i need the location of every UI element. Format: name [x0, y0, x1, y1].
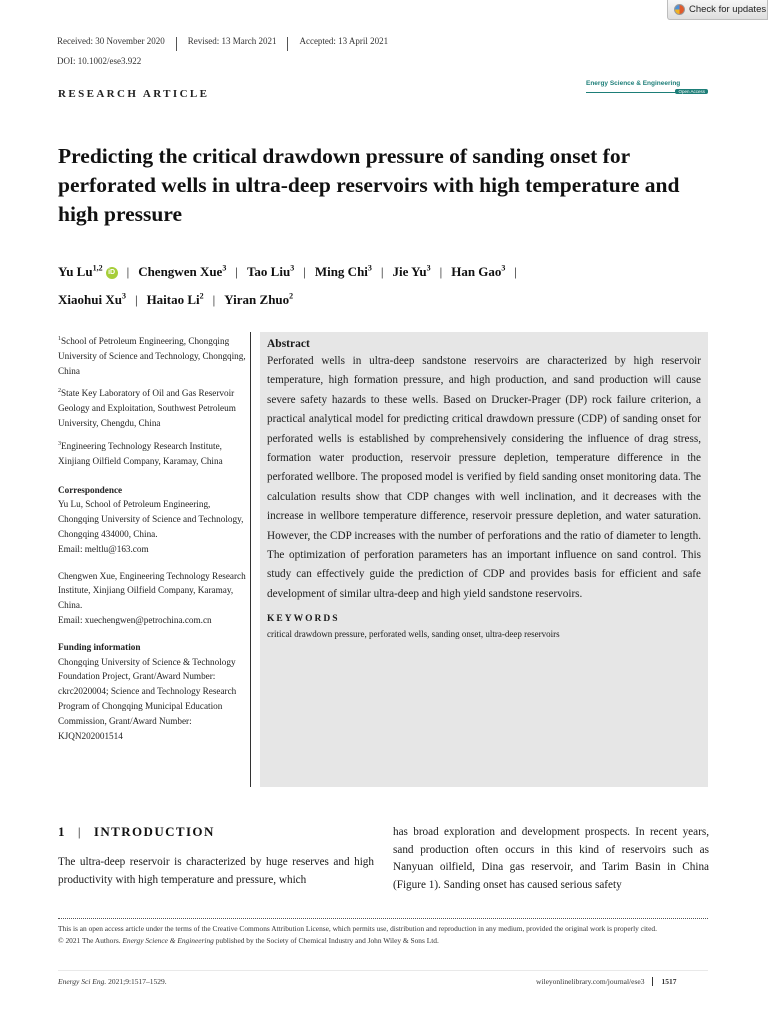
footnote-divider: [58, 918, 708, 919]
article-info-column: [58, 332, 248, 743]
section-heading: 1 | INTRODUCTION: [58, 824, 215, 839]
affiliation: $^3$Engineering Technology Research Institute, Xinjiang Oilfield Company, Karamay, China: [58, 440, 223, 466]
correspondence-entry: Yu Lu, School of Petroleum Engineering, Chongqing University of Science and Technology, Chongqing 434000, China.: [58, 499, 244, 539]
footer-citation: Energy Sci Eng. 2021;9:1517–1529.: [58, 977, 167, 986]
journal-logo-rule: [586, 92, 678, 93]
orcid-icon[interactable]: iD: [106, 267, 118, 279]
abstract-body: Perforated wells in ultra-deep sandstone reservoirs are characterized by high reservoir temperature, high formation pressure, and high production, and sand production will cause severe safety hazards to these wells. Based on Drucker-Prager (DP) rock failure criterion, a practical analytical model for predicting critical drawdown pressure (CDP) of sanding onset for perforated wells is established by comprehensively considering the influence of drag stress, formation water production, reservoir pressure depletion, temperature difference in the perforated wellbore. The proposed model is verified by field sanding onset monitoring data. The calculation results show that CDP changes with well inclination, and it decreases with the increase in wellbore temperature difference, reservoir pressure depletion, and water saturation. However, the CDP increases with the number of perforations and the ratio of diameter to length. The optimization of perforation parameters has an important influence on sand control. This study can effectively guide the prediction of CDP and provides basis for efficient and safe development of similar ultra-deep and high yield sandstone reservoirs.: [267, 355, 701, 600]
author[interactable]: Tao Liu$^3$: [246, 264, 295, 280]
author[interactable]: Xiaohui Xu$^3$: [58, 291, 126, 307]
crossmark-icon: [674, 4, 685, 15]
doi[interactable]: DOI: 10.1002/ese3.922: [57, 56, 142, 66]
keywords-list: critical drawdown pressure, perforated wells, sanding onset, ultra-deep reservoirs: [267, 629, 560, 640]
keywords-heading: KEYWORDS: [267, 614, 340, 625]
funding-heading: Funding information: [58, 641, 141, 652]
footer-right: [536, 977, 676, 986]
body-column-left: [58, 824, 374, 889]
check-updates-label: Check for updates: [689, 4, 767, 15]
correspondence-heading: Correspondence: [58, 484, 123, 495]
license-notice: [58, 923, 710, 947]
copyright-line: © 2021 The Authors. Energy Science & Engineering published by the Society of Chemical Industry and John Wiley & Sons Ltd.: [58, 936, 439, 945]
body-paragraph: has broad exploration and development prospects. In recent years, sand production often occurs in this kind of reservoirs such as Nanyuan oilfield, Dina gas reservoir, and Tarim Basin in China (Figure 1). Sanding onset has caused serious safety: [393, 826, 709, 891]
correspondence-email[interactable]: Email: meltlu@163.com: [58, 543, 149, 554]
footer-rule: [58, 970, 708, 971]
affiliation: $^1$School of Petroleum Engineering, Chongqing University of Science and Technology, Chongqing, China: [58, 336, 246, 376]
author[interactable]: Jie Yu$^3$: [392, 264, 431, 280]
author[interactable]: Ming Chi$^3$: [314, 264, 372, 280]
author-list: Yu Lu$^{1,2}$ iD | Chengwen Xue$^3$ | Tao Liu$^3$ | Ming Chi$^3$ | Jie Yu$^3$ | Han Gao$^3$ | Xiaohui Xu$^3$ | Haitao Li$^2$ | Yiran Zhuo$^2$: [58, 264, 518, 307]
author[interactable]: Yu Lu$^{1,2}$: [58, 264, 103, 280]
page-number: 1517: [652, 977, 676, 986]
affiliation: $^2$State Key Laboratory of Oil and Gas Reservoir Geology and Exploitation, Southwest Petroleum University, Chengdu, China: [58, 388, 236, 429]
check-for-updates-button[interactable]: [667, 0, 768, 20]
received-date: Received: 30 November 2020: [57, 36, 165, 46]
body-paragraph: The ultra-deep reservoir is characterized by huge reserves and high productivity with high temperature and pressure, which: [58, 856, 374, 886]
article-type: RESEARCH ARTICLE: [58, 88, 210, 100]
revised-date: Revised: 13 March 2021: [176, 37, 288, 51]
abstract-box: [260, 332, 708, 787]
funding-text: Chongqing University of Science & Technology Foundation Project, Grant/Award Number: ckrc2020004; Science and Technology Research Program of Chongqing Municipal Education Commission, Grant/Award Number: KJQN202001514: [58, 656, 237, 741]
license-text: This is an open access article under the terms of the Creative Commons Attribution License, which permits use, distribution and reproduction in any medium, provided the original work is properly cited.: [58, 924, 657, 933]
author[interactable]: Han Gao$^3$: [451, 264, 506, 280]
article-title: Predicting the critical drawdown pressure of sanding onset for perforated wells in ultra-deep reservoirs with high temperature and high pressure: [58, 144, 680, 226]
article-dates: [57, 37, 399, 51]
accepted-date: Accepted: 13 April 2021: [287, 37, 399, 51]
abstract-heading: Abstract: [267, 338, 310, 350]
author[interactable]: Chengwen Xue$^3$: [138, 264, 227, 280]
correspondence-email[interactable]: Email: xuechengwen@petrochina.com.cn: [58, 614, 212, 625]
journal-logo-name: Energy Science & Engineering: [586, 80, 681, 87]
journal-logo: [586, 80, 708, 98]
author[interactable]: Haitao Li$^2$: [146, 291, 204, 307]
column-divider: [250, 332, 251, 787]
body-column-right: [393, 824, 709, 894]
author[interactable]: Yiran Zhuo$^2$: [224, 291, 294, 307]
open-access-badge: Open Access: [675, 89, 708, 94]
footer-url[interactable]: wileyonlinelibrary.com/journal/ese3: [536, 977, 645, 986]
correspondence-entry: Chengwen Xue, Engineering Technology Research Institute, Xinjiang Oilfield Company, Karamay, China.: [58, 570, 246, 611]
